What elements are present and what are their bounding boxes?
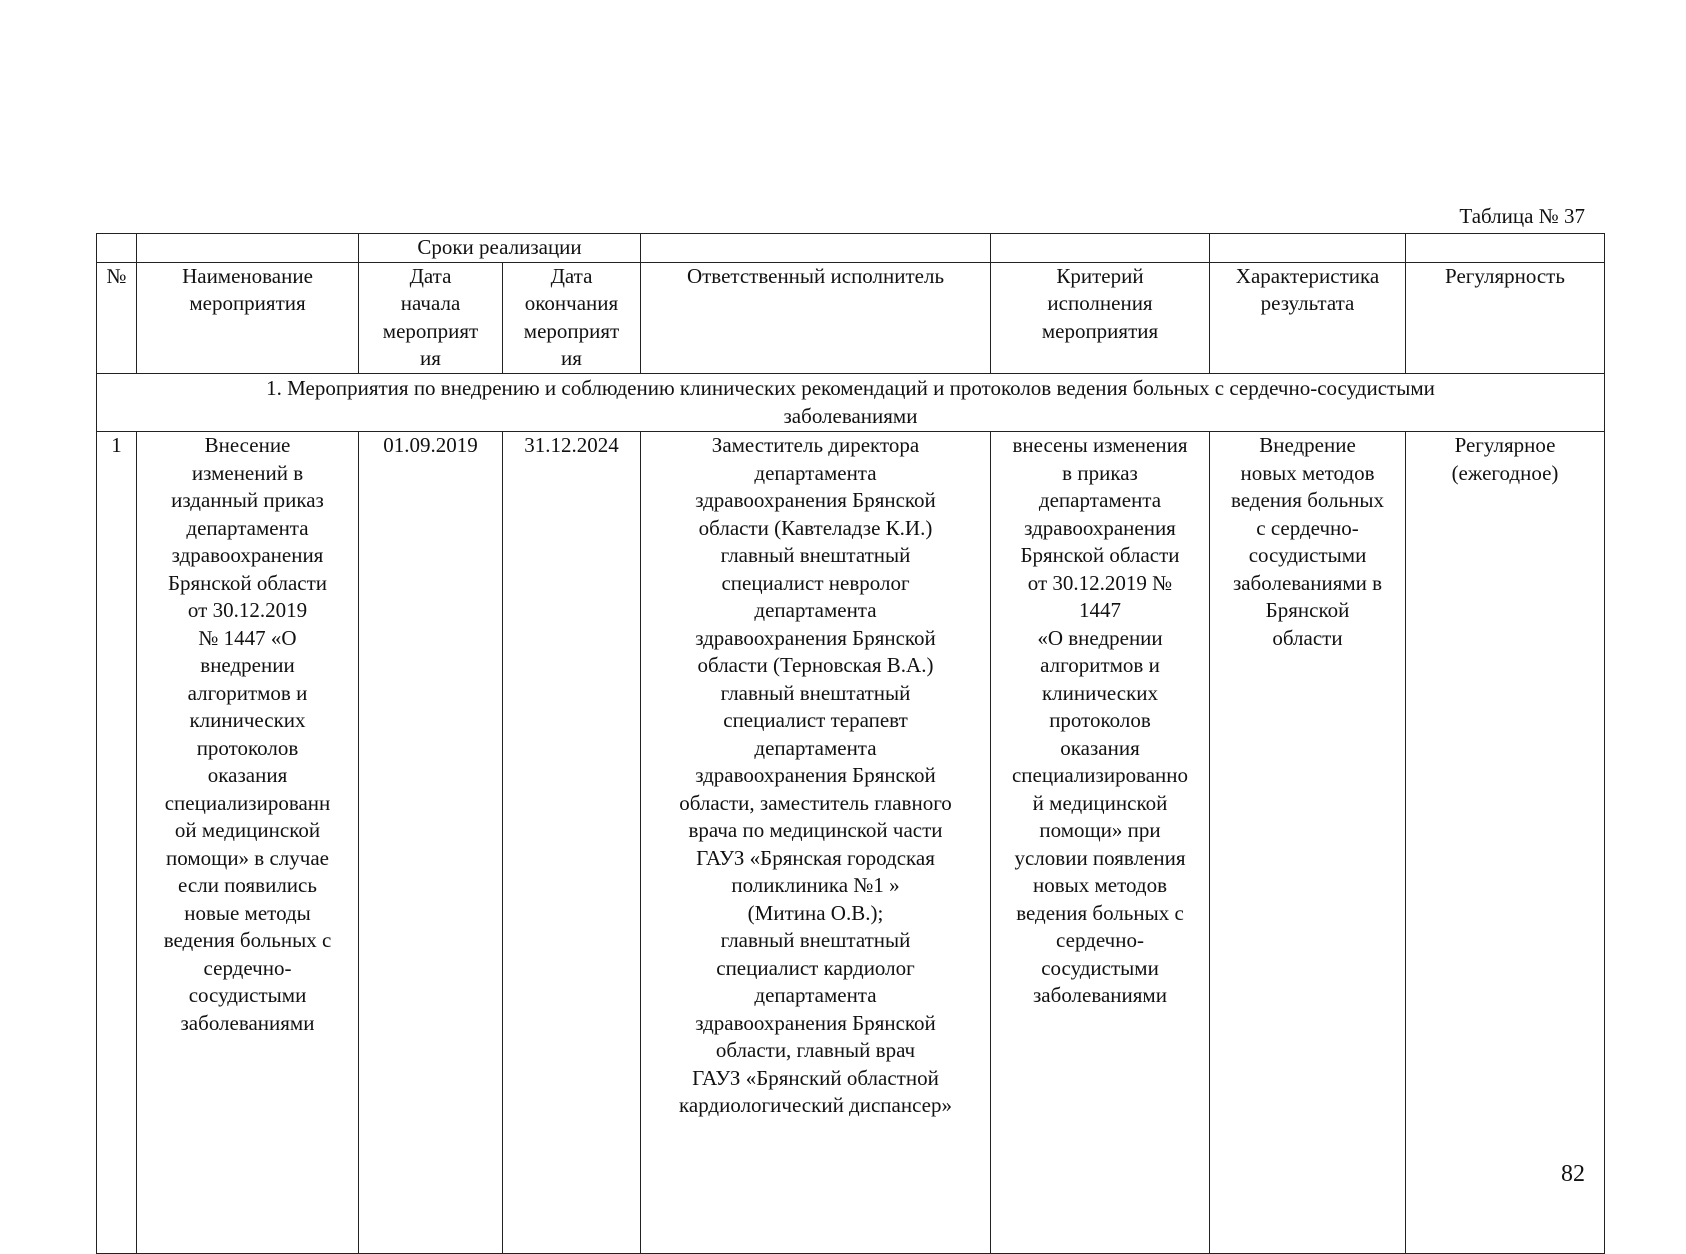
header-name: Наименование мероприятия: [137, 262, 359, 373]
header-empty-cell: [991, 234, 1210, 263]
header-empty-cell: [1406, 234, 1605, 263]
row-criterion: внесены изменения в приказ департамента здравоохранения Брянской области от 30.12.2019 № 1447 «О внедрении алгоритмов и клинических протоколов оказания специализированно й медицинской помощи» при условии появления новых методов ведения больных с сердечно- сосудистыми заболеваниями: [991, 432, 1210, 1254]
row-result: Внедрение новых методов ведения больных с сердечно- сосудистыми заболеваниями в Брянской области: [1210, 432, 1406, 1254]
header-end-date: Дата окончания мероприят ия: [503, 262, 641, 373]
header-empty-cell: [97, 234, 137, 263]
row-responsible: Заместитель директора департамента здравоохранения Брянской области (Кавтеладзе К.И.) главный внештатный специалист невролог департамента здравоохранения Брянской области (Терновская В.А.) главный внештатный специалист терапевт департамента здравоохранения Брянской области, заместитель главного врача по медицинской части ГАУЗ «Брянская городская поликлиника №1 » (Митина О.В.); главный внештатный специалист кардиолог департамента здравоохранения Брянской области, главный врач ГАУЗ «Брянский областной кардиологический диспансер»: [641, 432, 991, 1254]
section-title: 1. Мероприятия по внедрению и соблюдению клинических рекомендаций и протоколов ведения больных с сердечно-сосудистыми заболеваниями: [97, 374, 1605, 432]
row-number: 1: [97, 432, 137, 1254]
section-row: [97, 374, 1605, 432]
header-start-date: Дата начала мероприят ия: [359, 262, 503, 373]
header-empty-cell: [1210, 234, 1406, 263]
row-regularity: Регулярное (ежегодное): [1406, 432, 1605, 1254]
header-empty-cell: [137, 234, 359, 263]
page-number: 82: [1561, 1161, 1585, 1187]
row-start-date: 01.09.2019: [359, 432, 503, 1254]
measures-table: [96, 233, 1605, 1254]
header-responsible: Ответственный исполнитель: [641, 262, 991, 373]
header-result: Характеристика результата: [1210, 262, 1406, 373]
row-name: Внесение изменений в изданный приказ департамента здравоохранения Брянской области от 30.12.2019 № 1447 «О внедрении алгоритмов и клинических протоколов оказания специализированн ой медицинской помощи» в случае если появились новые методы ведения больных с сердечно- сосудистыми заболеваниями: [137, 432, 359, 1254]
header-criterion: Критерий исполнения мероприятия: [991, 262, 1210, 373]
header-number: №: [97, 262, 137, 373]
header-group-row: [97, 234, 1605, 263]
table-caption: Таблица № 37: [1459, 204, 1585, 228]
header-row: [97, 262, 1605, 373]
row-end-date: 31.12.2024: [503, 432, 641, 1254]
header-empty-cell: [641, 234, 991, 263]
table-row: [97, 432, 1605, 1254]
header-period-group: Сроки реализации: [359, 234, 641, 263]
header-regularity: Регулярность: [1406, 262, 1605, 373]
